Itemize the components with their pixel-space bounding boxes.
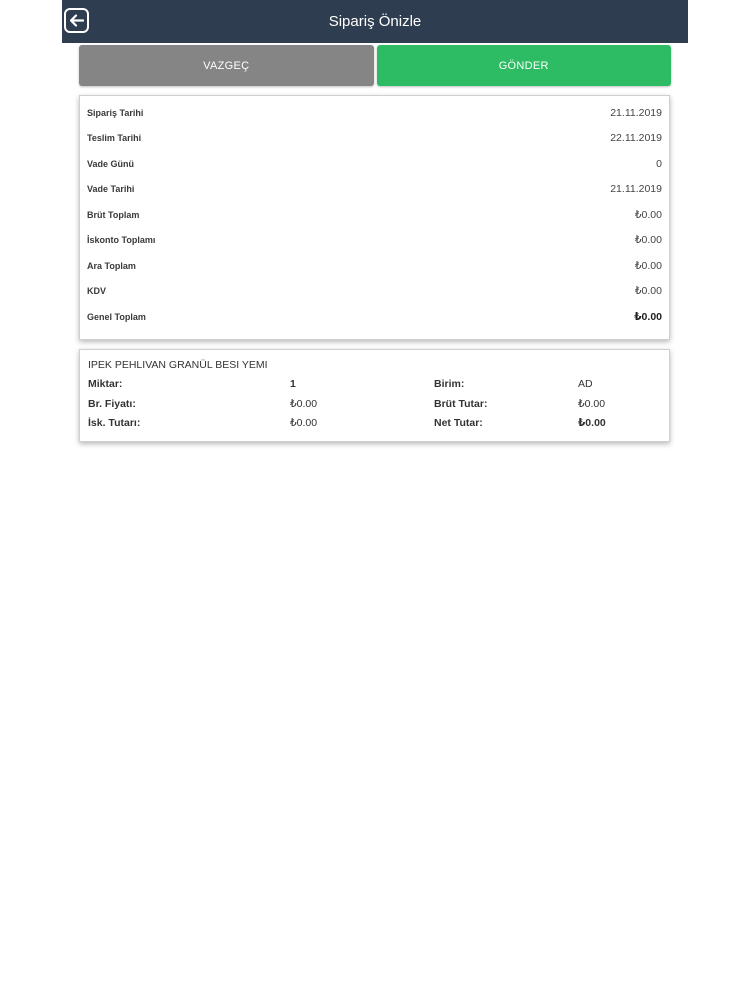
summary-row-subtotal (87, 253, 662, 279)
send-button[interactable]: GÖNDER (377, 45, 672, 86)
action-bar (79, 45, 671, 86)
summary-value: 22.11.2019 (610, 132, 662, 145)
summary-label: Teslim Tarihi (87, 133, 142, 144)
gross-amount-label: Brüt Tutar: (434, 397, 488, 410)
summary-value: 21.11.2019 (610, 106, 662, 119)
top-bar (62, 0, 688, 43)
quantity-label: Miktar: (88, 378, 123, 390)
summary-label: Ara Toplam (87, 260, 136, 271)
summary-value: ₺0.00 (634, 285, 662, 298)
unit-label: Birim: (434, 378, 465, 390)
summary-row-discount-total (87, 228, 662, 254)
back-button[interactable] (64, 8, 89, 33)
summary-row-grand-total (87, 304, 662, 330)
unit-price-value: ₺0.00 (290, 397, 318, 410)
summary-value: 0 (656, 157, 662, 170)
unit-value: AD (578, 378, 593, 390)
summary-value: ₺0.00 (634, 259, 662, 272)
unit-price-label: Br. Fiyatı: (88, 397, 136, 410)
summary-value: ₺0.00 (634, 310, 662, 323)
summary-label: KDV (87, 286, 107, 297)
summary-row-due-days (87, 151, 662, 177)
product-row (88, 415, 661, 435)
discount-amount-label: İsk. Tutarı: (88, 417, 141, 429)
net-amount-value: ₺0.00 (578, 417, 606, 429)
product-row (88, 396, 661, 416)
net-amount-label: Net Tutar: (434, 417, 483, 429)
arrow-left-icon (69, 14, 84, 27)
page-title: Sipariş Önizle (328, 13, 422, 30)
summary-row-vat (87, 279, 662, 305)
summary-row-gross-total (87, 202, 662, 228)
gross-amount-value: ₺0.00 (578, 397, 606, 410)
summary-value: ₺0.00 (634, 234, 662, 247)
summary-label: İskonto Toplamı (87, 235, 156, 246)
summary-label: Genel Toplam (87, 311, 146, 322)
product-details (88, 376, 661, 436)
summary-value: ₺0.00 (634, 208, 662, 221)
summary-row-order-date (87, 100, 662, 126)
product-name: IPEK PEHLIVAN GRANÜL BESI YEMI (88, 359, 268, 371)
summary-label: Vade Günü (87, 158, 135, 169)
order-line-card (79, 349, 670, 442)
summary-value: 21.11.2019 (610, 183, 662, 196)
summary-label: Sipariş Tarihi (87, 107, 144, 118)
quantity-value: 1 (290, 378, 296, 390)
cancel-button[interactable]: VAZGEÇ (79, 45, 374, 86)
discount-amount-value: ₺0.00 (290, 417, 318, 429)
order-summary-card (79, 95, 670, 340)
summary-label: Vade Tarihi (87, 184, 135, 195)
summary-label: Brüt Toplam (87, 209, 140, 220)
summary-row-due-date (87, 177, 662, 203)
summary-row-delivery-date (87, 126, 662, 152)
product-row (88, 376, 661, 396)
